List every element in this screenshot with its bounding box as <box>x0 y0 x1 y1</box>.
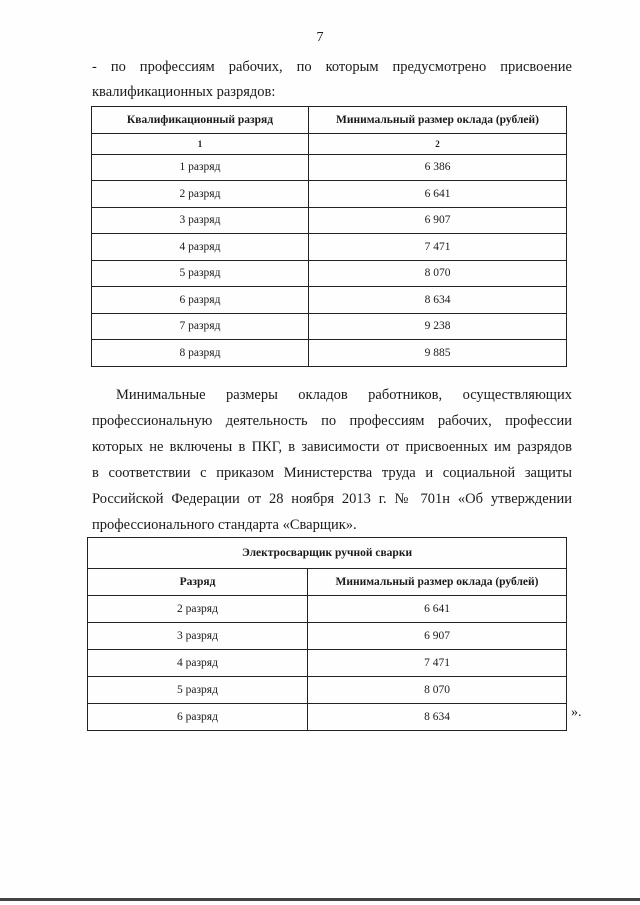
table-header-row <box>88 569 567 596</box>
grade-cell: 3 разряд <box>92 207 309 234</box>
column-number-row <box>92 133 567 154</box>
paragraph-line: Российской Федерации от 28 ноября 2013 г. № 701н «Об утверждении <box>92 491 572 507</box>
grade-cell: 8 разряд <box>92 340 309 367</box>
table-caption-row <box>88 538 567 569</box>
table-row <box>92 154 567 181</box>
grade-cell: 6 разряд <box>88 704 308 731</box>
salary-cell: 9 238 <box>309 313 567 340</box>
table-row <box>92 313 567 340</box>
grade-cell: 1 разряд <box>92 154 309 181</box>
column-header: Квалификационный разряд <box>92 107 309 134</box>
table-row <box>88 677 567 704</box>
paragraph-line: которых не включены в ПКГ, в зависимости от присвоенных им разрядов <box>92 439 572 455</box>
table-row <box>92 207 567 234</box>
table-row <box>92 234 567 261</box>
paragraph-line: профессиональную деятельность по профессиям рабочих, профессии <box>92 413 572 429</box>
paragraph-line: в соответствии с приказом Министерства труда и социальной защиты <box>92 465 572 481</box>
welder-salary-table <box>87 537 567 731</box>
salary-cell: 9 885 <box>309 340 567 367</box>
table-row <box>92 287 567 314</box>
table-row <box>88 650 567 677</box>
salary-cell: 6 907 <box>308 623 567 650</box>
grade-cell: 3 разряд <box>88 623 308 650</box>
grade-cell: 7 разряд <box>92 313 309 340</box>
table-row <box>92 260 567 287</box>
salary-cell: 7 471 <box>309 234 567 261</box>
paragraph-line: Минимальные размеры окладов работников, осуществляющих <box>116 387 572 403</box>
page-bottom-rule <box>0 898 640 901</box>
salary-cell: 6 907 <box>309 207 567 234</box>
grade-cell: 2 разряд <box>88 596 308 623</box>
paragraph-line: профессионального стандарта «Сварщик». <box>92 517 357 533</box>
column-header: Разряд <box>88 569 308 596</box>
column-header: Минимальный размер оклада (рублей) <box>308 569 567 596</box>
table-row <box>92 181 567 208</box>
table-row <box>88 623 567 650</box>
table-row <box>88 704 567 731</box>
grade-cell: 6 разряд <box>92 287 309 314</box>
salary-cell: 8 070 <box>309 260 567 287</box>
salary-cell: 8 070 <box>308 677 567 704</box>
column-number: 2 <box>309 133 567 154</box>
grade-cell: 4 разряд <box>88 650 308 677</box>
column-number: 1 <box>92 133 309 154</box>
grade-cell: 5 разряд <box>92 260 309 287</box>
table-row <box>88 596 567 623</box>
table-caption: Электросварщик ручной сварки <box>88 538 567 569</box>
qualification-salary-table <box>91 106 567 367</box>
grade-cell: 4 разряд <box>92 234 309 261</box>
column-header: Минимальный размер оклада (рублей) <box>309 107 567 134</box>
table-row <box>92 340 567 367</box>
body-paragraph <box>92 382 572 538</box>
grade-cell: 2 разряд <box>92 181 309 208</box>
salary-cell: 6 641 <box>309 181 567 208</box>
salary-cell: 6 641 <box>308 596 567 623</box>
grade-cell: 5 разряд <box>88 677 308 704</box>
salary-cell: 8 634 <box>309 287 567 314</box>
intro-text <box>92 55 572 105</box>
intro-line: квалификационных разрядов: <box>92 84 276 100</box>
salary-cell: 6 386 <box>309 154 567 181</box>
intro-line: - по профессиям рабочих, по которым предусмотрено присвоение <box>92 59 572 75</box>
page-number: 7 <box>316 30 324 45</box>
salary-cell: 8 634 <box>308 704 567 731</box>
salary-cell: 7 471 <box>308 650 567 677</box>
table-header-row <box>92 107 567 134</box>
closing-quote-mark: ». <box>571 705 582 720</box>
